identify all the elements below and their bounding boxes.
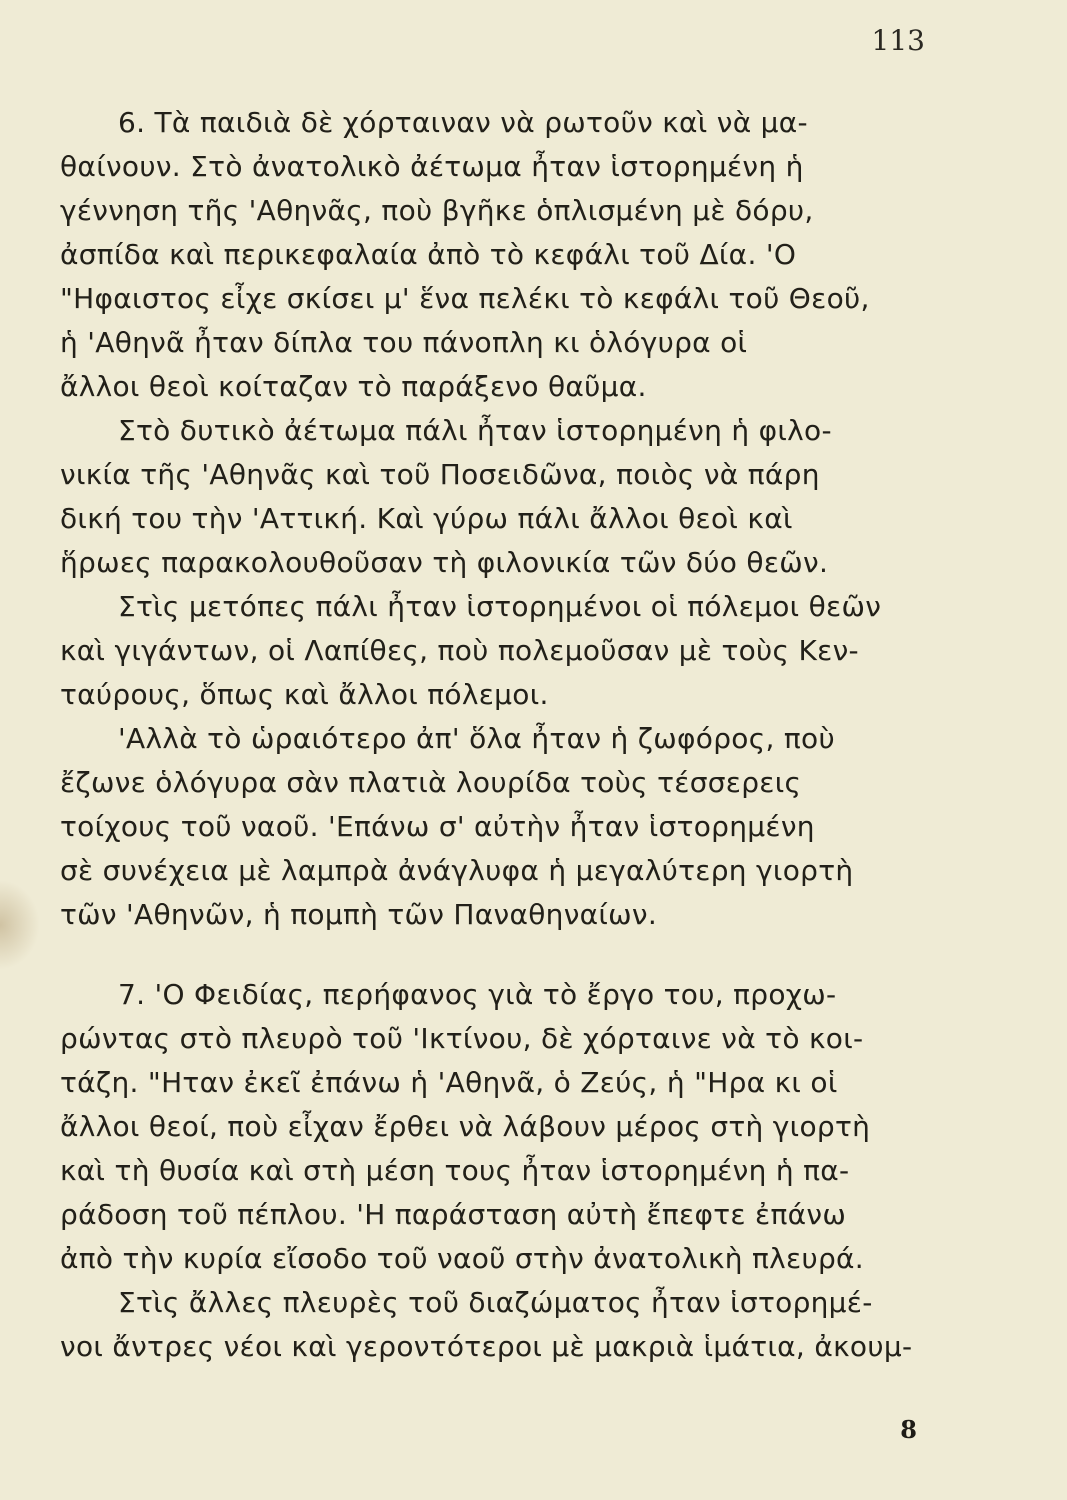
text-line: νοι ἄντρες νέοι καὶ γεροντότεροι μὲ μακριὰ ἱμάτια, ἀκουμ- xyxy=(60,1330,913,1363)
page-stain xyxy=(0,880,40,970)
text-line: "Ηφαιστος εἶχε σκίσει μ' ἕνα πελέκι τὸ κεφάλι τοῦ Θεοῦ, xyxy=(60,282,870,315)
text-line: καὶ τὴ θυσία καὶ στὴ μέση τους ἦταν ἱστορημένη ἡ πα- xyxy=(60,1154,850,1187)
text-line: 6. Τὰ παιδιὰ δὲ χόρταιναν νὰ ρωτοῦν καὶ νὰ μα- xyxy=(118,106,808,139)
text-line: καὶ γιγάντων, οἱ Λαπίθες, ποὺ πολεμοῦσαν μὲ τοὺς Κεν- xyxy=(60,634,859,667)
text-line: ἡ 'Αθηνᾶ ἦταν δίπλα του πάνοπλη κι ὁλόγυρα οἱ xyxy=(60,326,748,359)
text-line: 7. 'Ο Φειδίας, περήφανος γιὰ τὸ ἔργο του, προχω- xyxy=(118,978,837,1011)
text-line: ταύρους, ὅπως καὶ ἄλλοι πόλεμοι. xyxy=(60,678,549,711)
text-line: θαίνουν. Στὸ ἀνατολικὸ ἀέτωμα ἦταν ἱστορημένη ἡ xyxy=(60,150,804,183)
text-line: τοίχους τοῦ ναοῦ. 'Επάνω σ' αὐτὴν ἦταν ἱστορημένη xyxy=(60,810,815,843)
text-line: νικία τῆς 'Αθηνᾶς καὶ τοῦ Ποσειδῶνα, ποιὸς νὰ πάρη xyxy=(60,458,820,491)
text-line: τάζη. "Ηταν ἐκεῖ ἐπάνω ἡ 'Αθηνᾶ, ὁ Ζεύς, ἡ "Ηρα κι οἱ xyxy=(60,1066,838,1099)
text-line: ράδοση τοῦ πέπλου. 'Η παράσταση αὐτὴ ἔπεφτε ἐπάνω xyxy=(60,1198,847,1231)
text-line: ρώντας στὸ πλευρὸ τοῦ 'Ικτίνου, δὲ χόρταινε νὰ τὸ κοι- xyxy=(60,1022,864,1055)
text-line: ἀπὸ τὴν κυρία εἴσοδο τοῦ ναοῦ στὴν ἀνατολικὴ πλευρά. xyxy=(60,1242,864,1275)
text-line: Στὶς ἄλλες πλευρὲς τοῦ διαζώματος ἦταν ἱστορημέ- xyxy=(118,1286,873,1319)
text-line: τῶν 'Αθηνῶν, ἡ πομπὴ τῶν Παναθηναίων. xyxy=(60,898,658,931)
text-line: δική του τὴν 'Αττική. Καὶ γύρω πάλι ἄλλοι θεοὶ καὶ xyxy=(60,502,793,535)
text-line: ἔζωνε ὁλόγυρα σὰν πλατιὰ λουρίδα τοὺς τέσσερεις xyxy=(60,766,802,799)
text-line: σὲ συνέχεια μὲ λαμπρὰ ἀνάγλυφα ἡ μεγαλύτερη γιορτὴ xyxy=(60,854,854,887)
printer-signature-mark: 8 xyxy=(900,1415,917,1444)
text-line: ἀσπίδα καὶ περικεφαλαία ἀπὸ τὸ κεφάλι τοῦ Δία. 'Ο xyxy=(60,238,797,271)
text-line: ἄλλοι θεοὶ κοίταζαν τὸ παράξενο θαῦμα. xyxy=(60,370,647,403)
page-number: 113 xyxy=(871,24,925,57)
text-line: 'Αλλὰ τὸ ὡραιότερο ἀπ' ὅλα ἦταν ἡ ζωφόρος, ποὺ xyxy=(118,722,835,755)
text-line: ἥρωες παρακολουθοῦσαν τὴ φιλονικία τῶν δύο θεῶν. xyxy=(60,546,829,579)
text-line: γέννηση τῆς 'Αθηνᾶς, ποὺ βγῆκε ὁπλισμένη μὲ δόρυ, xyxy=(60,194,814,227)
text-line: ἄλλοι θεοί, ποὺ εἶχαν ἔρθει νὰ λάβουν μέρος στὴ γιορτὴ xyxy=(60,1110,871,1143)
text-line: Στὸ δυτικὸ ἀέτωμα πάλι ἦταν ἱστορημένη ἡ φιλο- xyxy=(118,414,832,447)
text-line: Στὶς μετόπες πάλι ἦταν ἱστορημένοι οἱ πόλεμοι θεῶν xyxy=(118,590,882,623)
